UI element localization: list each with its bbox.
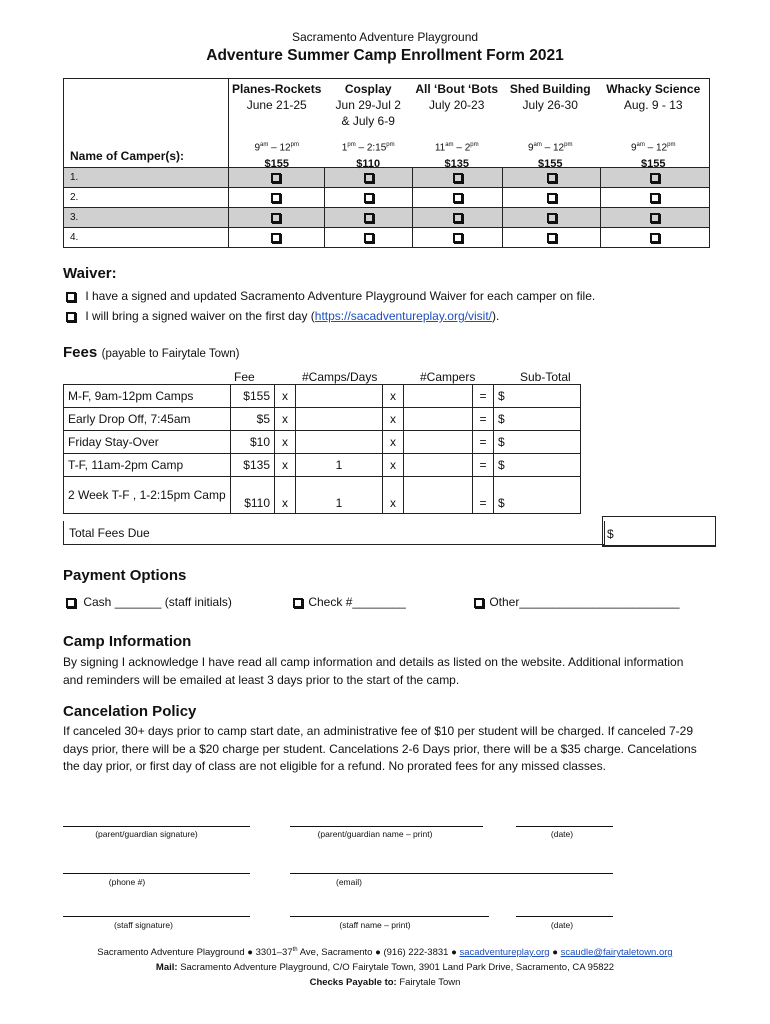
fee-label: Early Drop Off, 7:45am xyxy=(64,408,231,431)
date2-line[interactable] xyxy=(516,916,613,917)
camp-name: Whacky Science xyxy=(606,82,701,96)
camp-time: $11^{am} - 2^{pm}$ xyxy=(434,142,479,154)
other-checkbox[interactable] xyxy=(474,598,484,608)
campers-field[interactable] xyxy=(404,477,473,514)
times-sign: x xyxy=(383,477,404,514)
camper-row-label: 4. xyxy=(64,228,229,248)
staff-signature-label: (staff signature) xyxy=(114,920,173,930)
checkbox[interactable] xyxy=(547,193,557,203)
cancel-body: If canceled 30+ days prior to camp start date, an administrative fee of $10 per student will be charged. If canceled 7-29 days prior, there will be a $20 charge per student. Cancelations 2-6 Days prior, there will be a $35 charge. Cancelations the day prior, or first day of class are not eligible for a refund. No prorated fees for any missed classes. xyxy=(63,724,697,773)
camp-price: $155 xyxy=(537,158,563,171)
campers-field[interactable] xyxy=(404,408,473,431)
camp-header-cell xyxy=(229,79,710,171)
waiver-item-2-text: I will bring a signed waiver on the first day ( xyxy=(85,309,315,323)
fee-amount: $155 xyxy=(231,385,275,408)
camp-dates: & July 6-9 xyxy=(341,114,395,128)
col-subtotal: Sub-Total xyxy=(520,370,571,384)
camp-info-title-wrap xyxy=(63,633,191,650)
camp-dates: June 21-25 xyxy=(246,98,307,112)
checkbox[interactable] xyxy=(650,173,660,183)
fee-row xyxy=(64,431,581,454)
checkbox[interactable] xyxy=(453,193,463,203)
campers-field[interactable] xyxy=(404,385,473,408)
days-field[interactable]: 1 xyxy=(296,477,383,514)
parent-name-label: (parent/guardian name – print) xyxy=(317,829,433,839)
camp-header xyxy=(501,81,599,172)
email-line[interactable] xyxy=(290,873,613,874)
org-name: Sacramento Adventure Playground xyxy=(291,30,479,44)
website-link[interactable]: sacadventureplay.org xyxy=(459,947,550,959)
date2-label: (date) xyxy=(550,920,574,930)
staff-name-label: (staff name – print) xyxy=(339,920,411,930)
email-label: (email) xyxy=(336,877,362,887)
cash-label: Cash _______ (staff initials) xyxy=(83,595,232,609)
checkbox[interactable] xyxy=(453,173,463,183)
cancel-title: Cancelation Policy xyxy=(63,703,197,720)
waiver-section xyxy=(63,265,117,282)
checkbox[interactable] xyxy=(453,213,463,223)
waiver-checkbox-2[interactable] xyxy=(66,312,76,322)
checkbox[interactable] xyxy=(547,213,557,223)
camp-header xyxy=(324,81,412,172)
checkbox[interactable] xyxy=(271,213,281,223)
mail-label: Mail: xyxy=(155,962,178,973)
camp-header xyxy=(229,81,324,172)
campers-field[interactable] xyxy=(404,431,473,454)
total-field[interactable] xyxy=(602,516,716,547)
times-sign: x xyxy=(383,431,404,454)
footer-sup: th xyxy=(292,947,298,953)
equals-sign: = xyxy=(473,431,494,454)
camper-row xyxy=(64,228,710,248)
camp-dates: July 26-30 xyxy=(522,98,578,112)
camp-time: $9^{am} - 12^{pm}$ xyxy=(254,142,299,154)
date-label: (date) xyxy=(550,829,574,839)
campers-field[interactable] xyxy=(404,454,473,477)
camp-table xyxy=(63,78,710,248)
phone-line[interactable] xyxy=(63,873,250,874)
waiver-item-1-text: I have a signed and updated Sacramento Adventure Playground Waiver for each camper on file. xyxy=(85,289,596,303)
fee-label: T-F, 11am-2pm Camp xyxy=(64,454,231,477)
camp-price: $135 xyxy=(444,158,469,171)
cash-checkbox[interactable] xyxy=(66,598,76,608)
fee-label: M-F, 9am-12pm Camps xyxy=(64,385,231,408)
checkbox[interactable] xyxy=(271,173,281,183)
checkbox[interactable] xyxy=(547,173,557,183)
times-sign: x xyxy=(275,431,296,454)
col-camps: #Camps/Days xyxy=(302,370,378,384)
payment-cash xyxy=(66,595,232,609)
camper-row-label: 1. xyxy=(64,168,229,188)
footer-line-2 xyxy=(0,962,770,973)
col-fee: Fee xyxy=(234,370,255,384)
camp-info-body: By signing I acknowledge I have read all camp information and details as listed on the website. Additional information and reminders will be emailed at least 3 days prior to the start of the camp. xyxy=(63,655,684,687)
fees-title: Fees xyxy=(63,344,98,361)
camp-name: Cosplay xyxy=(344,82,392,96)
waiver-title: Waiver: xyxy=(63,265,117,282)
col-campers: #Campers xyxy=(420,370,476,384)
mail-text: Sacramento Adventure Playground, C/O Fairytale Town, 3901 Land Park Drive, Sacramento, CA 95822 xyxy=(180,962,615,973)
camper-header-cell xyxy=(64,79,229,168)
camp-price: $110 xyxy=(356,158,381,171)
times-sign: x xyxy=(275,385,296,408)
other-label: Other________________________ xyxy=(489,595,680,609)
check-checkbox[interactable] xyxy=(293,598,303,608)
camp-dates: July 20-23 xyxy=(429,98,485,112)
fee-label: Friday Stay-Over xyxy=(64,431,231,454)
camper-row-label: 2. xyxy=(64,188,229,208)
footer-separator: ● xyxy=(552,947,558,959)
checkbox[interactable] xyxy=(650,233,660,243)
date-line[interactable] xyxy=(516,826,613,827)
waiver-item-2 xyxy=(66,309,499,323)
camper-label: Name of Camper(s): xyxy=(70,149,185,163)
cancel-title-wrap xyxy=(63,703,196,720)
camper-row-label: 3. xyxy=(64,208,229,228)
payment-check xyxy=(293,595,406,609)
checkbox[interactable] xyxy=(650,193,660,203)
camp-name: Planes-Rockets xyxy=(232,82,322,96)
waiver-item-1 xyxy=(66,289,595,303)
checks-text: Fairytale Town xyxy=(399,977,461,988)
checkbox[interactable] xyxy=(453,233,463,243)
checkbox[interactable] xyxy=(364,213,374,223)
subtotal-field[interactable]: $ xyxy=(494,431,581,454)
camp-time: $1^{pm}$ – $2:15^{pm}$ xyxy=(341,142,395,154)
camp-name: Shed Building xyxy=(509,82,591,96)
form-title: Adventure Summer Camp Enrollment Form 2021 xyxy=(206,47,564,64)
parent-signature-line[interactable] xyxy=(63,826,250,827)
camp-header xyxy=(412,81,501,172)
fee-label: 2 Week T-F , 1-2:15pm Camp xyxy=(64,477,231,514)
days-field[interactable] xyxy=(296,408,383,431)
checkbox[interactable] xyxy=(547,233,557,243)
fee-row xyxy=(64,477,581,514)
fees-subtitle: (payable to Fairytale Town) xyxy=(101,348,240,360)
times-sign: x xyxy=(275,477,296,514)
footer-line-1 xyxy=(0,947,770,958)
fees-heading xyxy=(63,344,240,362)
total-row xyxy=(63,521,605,545)
times-sign: x xyxy=(383,385,404,408)
fee-amount: $135 xyxy=(231,454,275,477)
payment-title-wrap xyxy=(63,567,186,584)
fee-row xyxy=(64,454,581,477)
days-field[interactable]: 1 xyxy=(296,454,383,477)
subtotal-field[interactable]: $ xyxy=(494,477,581,514)
times-sign: x xyxy=(383,454,404,477)
camp-price: $155 xyxy=(640,158,666,171)
checkbox[interactable] xyxy=(364,173,374,183)
fees-table xyxy=(63,384,581,514)
equals-sign: = xyxy=(473,477,494,514)
email-link[interactable]: scaudle@fairytaletown.org xyxy=(560,947,673,959)
checkbox[interactable] xyxy=(364,193,374,203)
payment-other xyxy=(474,595,680,609)
checkbox[interactable] xyxy=(364,233,374,243)
checkbox[interactable] xyxy=(271,193,281,203)
visit-link[interactable]: https://sacadventureplay.org/visit/ xyxy=(314,309,492,323)
phone-label: (phone #) xyxy=(108,877,146,887)
fee-amount: $5 xyxy=(231,408,275,431)
camp-dates: Jun 29-Jul 2 xyxy=(335,98,401,112)
equals-sign: = xyxy=(473,385,494,408)
equals-sign: = xyxy=(473,408,494,431)
times-sign: x xyxy=(383,408,404,431)
times-sign: x xyxy=(275,408,296,431)
checkbox[interactable] xyxy=(271,233,281,243)
footer-address-start: Sacramento Adventure Playground ● 3301–37 xyxy=(97,947,293,959)
subtotal-field[interactable]: $ xyxy=(494,408,581,431)
footer-line-3 xyxy=(0,977,770,988)
checks-label: Checks Payable to: xyxy=(309,977,397,988)
subtotal-field[interactable]: $ xyxy=(494,454,581,477)
payment-title: Payment Options xyxy=(63,567,187,584)
staff-name-line[interactable] xyxy=(290,916,489,917)
days-field[interactable] xyxy=(296,385,383,408)
waiver-checkbox-1[interactable] xyxy=(66,292,76,302)
checkbox[interactable] xyxy=(650,213,660,223)
total-label: Total Fees Due xyxy=(69,526,150,540)
total-value: $ xyxy=(607,527,614,541)
equals-sign: = xyxy=(473,454,494,477)
fee-amount: $110 xyxy=(231,477,275,514)
check-label: Check #________ xyxy=(308,595,406,609)
fee-row xyxy=(64,408,581,431)
times-sign: x xyxy=(275,454,296,477)
camp-dates: Aug. 9 - 13 xyxy=(623,98,683,112)
parent-name-line[interactable] xyxy=(290,826,483,827)
fee-amount: $10 xyxy=(231,431,275,454)
fee-row xyxy=(64,385,581,408)
camper-row xyxy=(64,208,710,228)
camp-time: $9^{am} - 12^{pm}$ xyxy=(527,142,573,154)
camp-price: $155 xyxy=(264,158,289,171)
waiver-item-2-end: ). xyxy=(491,309,500,323)
subtotal-field[interactable]: $ xyxy=(494,385,581,408)
days-field[interactable] xyxy=(296,431,383,454)
camp-info-title: Camp Information xyxy=(63,633,192,650)
staff-signature-line[interactable] xyxy=(63,916,250,917)
parent-signature-label: (parent/guardian signature) xyxy=(95,829,198,839)
camp-name: All ‘Bout ‘Bots xyxy=(415,82,499,96)
footer-address-end: Ave, Sacramento ● (916) 222-3831 ● xyxy=(297,947,457,959)
camp-time: $9^{am} - 12^{pm}$ xyxy=(630,142,676,154)
camper-row xyxy=(64,188,710,208)
camp-header xyxy=(599,81,707,172)
